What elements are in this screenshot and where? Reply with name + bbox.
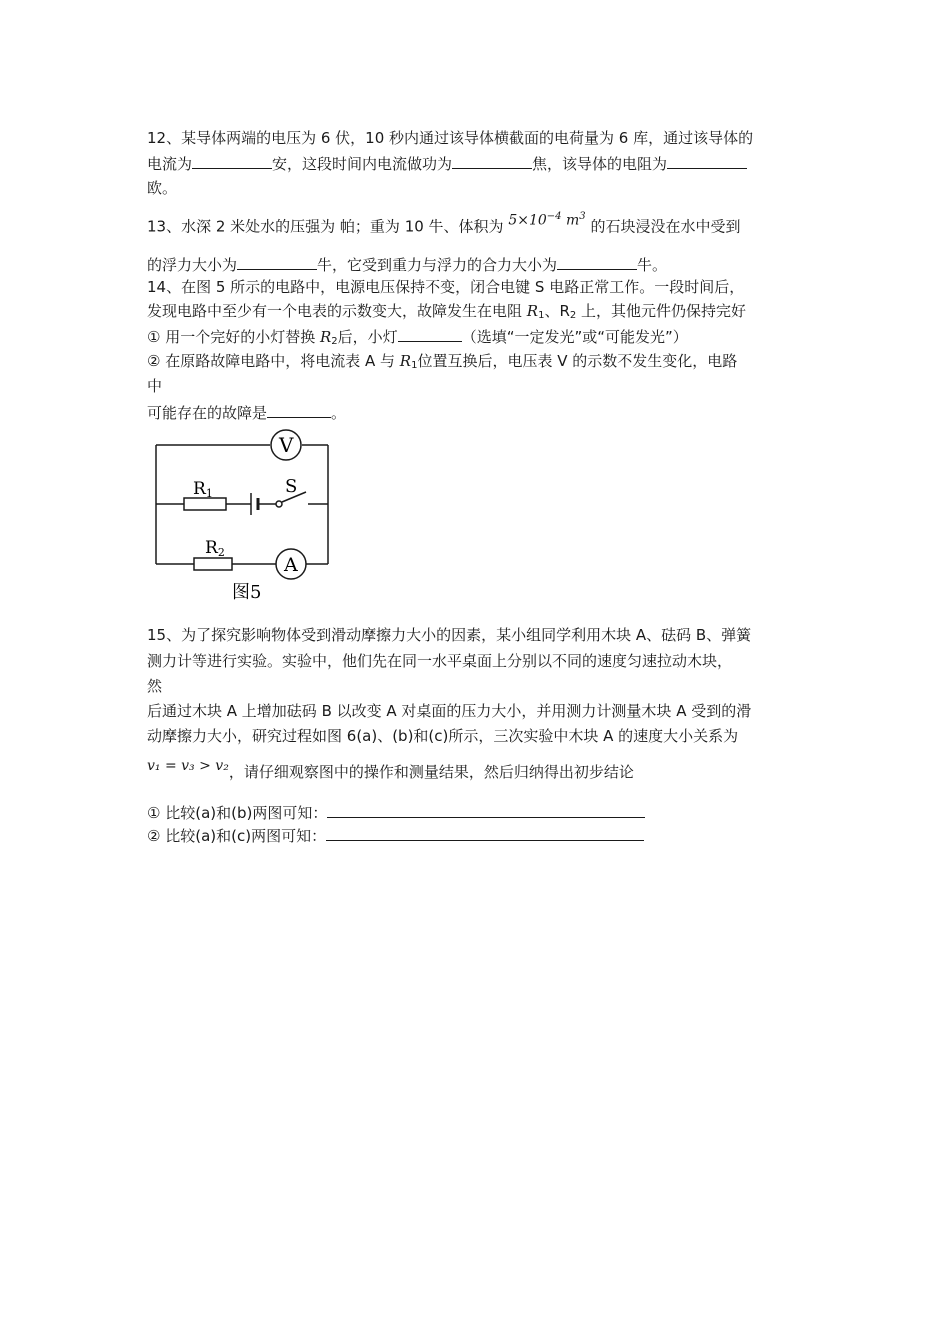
q14-line6 bbox=[147, 402, 346, 423]
q12-blank-resistance[interactable] bbox=[667, 153, 747, 169]
r2-subscript: 2 bbox=[217, 546, 225, 559]
q14-line2 bbox=[147, 301, 746, 326]
q15-blank-ac[interactable] bbox=[326, 825, 644, 841]
q15-item2 bbox=[147, 825, 644, 846]
figure5-circuit bbox=[148, 428, 338, 608]
q14-line4 bbox=[147, 351, 737, 376]
q15-line6 bbox=[147, 758, 634, 783]
switch-label: S bbox=[285, 476, 298, 497]
q14-sep: 、 bbox=[544, 302, 560, 320]
formula-exp: −4 bbox=[546, 211, 562, 222]
q15-line2: 测力计等进行实验。实验中，他们先在同一水平桌面上分别以不同的速度匀速拉动木块， bbox=[147, 652, 733, 670]
q12-blank-work[interactable] bbox=[452, 153, 532, 169]
q13-text-d: 牛，它受到重力与浮力的合力大小为 bbox=[317, 256, 558, 274]
q14-text-i: 。 bbox=[331, 404, 347, 422]
q12-text-a: 电流为 bbox=[147, 155, 193, 173]
q14-line5: 中 bbox=[147, 377, 163, 395]
q13-text-e: 牛。 bbox=[637, 256, 668, 274]
r1-label bbox=[193, 479, 213, 500]
q14-line4-r: R bbox=[399, 352, 412, 370]
q15-blank-ab[interactable] bbox=[327, 802, 645, 818]
q14-blank-lamp[interactable] bbox=[398, 326, 462, 342]
q14-line3 bbox=[147, 326, 688, 352]
formula-unit-exp: 3 bbox=[579, 211, 586, 222]
q12-line2 bbox=[147, 153, 747, 174]
q12-line1: 12、某导体两端的电压为 6 伏，10 秒内通过该导体横截面的电荷量为 6 库，通过该导体的 bbox=[147, 129, 754, 147]
q13-volume-formula bbox=[508, 207, 585, 231]
q14-r2-sub: 2 bbox=[569, 310, 577, 321]
switch-pivot bbox=[276, 501, 282, 507]
q13-blank-net-force[interactable] bbox=[557, 254, 637, 270]
q14-line4-r-sub: 1 bbox=[411, 360, 418, 371]
q13-blank-buoyancy[interactable] bbox=[237, 254, 317, 270]
q14-text-a: 发现电路中至少有一个电表的示数变大，故障发生在电阻 bbox=[147, 302, 527, 320]
q14-blank-fault[interactable] bbox=[267, 402, 331, 418]
r1-subscript: 1 bbox=[205, 487, 213, 500]
q14-line1: 14、在图 5 所示的电路中，电源电压保持不变，闭合电键 S 电路正常工作。一段时间后， bbox=[147, 278, 745, 296]
q14-line3-r: R bbox=[320, 328, 332, 346]
q12-line3: 欧。 bbox=[147, 179, 178, 197]
formula-base: 5×10 bbox=[508, 212, 547, 229]
voltmeter-label: V bbox=[279, 433, 294, 457]
q14-text-g: 位置互换后，电压表 V 的示数不发生变化，电路 bbox=[417, 352, 738, 370]
formula-unit: m bbox=[566, 212, 580, 229]
q13-line2 bbox=[147, 254, 667, 275]
q15-item1 bbox=[147, 802, 645, 823]
r2-label bbox=[205, 538, 225, 559]
q14-text-f: ② 在原路故障电路中，将电流表 A 与 bbox=[147, 352, 400, 370]
resistor-r2 bbox=[194, 558, 232, 570]
q15-line1: 15、为了探究影响物体受到滑动摩擦力大小的因素，某小组同学利用木块 A、砝码 B、弹簧 bbox=[147, 626, 752, 644]
figure5-caption: 图5 bbox=[232, 582, 262, 603]
q14-line3-r-sub: 2 bbox=[331, 336, 338, 347]
q15-item2-text: ② 比较(a)和(c)两图可知： bbox=[147, 827, 327, 845]
q12-blank-current[interactable] bbox=[192, 153, 272, 169]
q13-text-c: 的浮力大小为 bbox=[147, 256, 238, 274]
r1-letter: R bbox=[193, 479, 206, 499]
q14-text-b: 上，其他元件仍保持完好 bbox=[576, 302, 747, 320]
q13-text-a: 13、水深 2 米处水的压强为 帕；重为 10 牛、体积为 bbox=[147, 217, 504, 236]
q15-velocity-formula: v₁ = v₃ > v₂ bbox=[147, 758, 229, 774]
q14-text-h: 可能存在的故障是 bbox=[147, 404, 268, 422]
q15-item1-text: ① 比较(a)和(b)两图可知： bbox=[147, 804, 328, 822]
ammeter-label: A bbox=[284, 554, 298, 576]
q15-line3: 然 bbox=[147, 677, 163, 695]
q14-r1-sub: 1 bbox=[538, 310, 545, 321]
q14-text-e: （选填“一定发光”或“可能发光”） bbox=[461, 328, 688, 346]
q14-text-c: ① 用一个完好的小灯替换 bbox=[147, 328, 320, 346]
q12-text-b: 安，这段时间内电流做功为 bbox=[272, 155, 453, 173]
r2-letter: R bbox=[205, 538, 218, 558]
q12-text-c: 焦，该导体的电阻为 bbox=[532, 155, 668, 173]
q14-text-d: 后，小灯 bbox=[337, 328, 398, 346]
q15-line5: 动摩擦力大小，研究过程如图 6(a)、(b)和(c)所示，三次实验中木块 A 的速度大小关系为 bbox=[147, 727, 739, 745]
q14-r2: R bbox=[559, 302, 570, 320]
q14-r1: R bbox=[526, 302, 539, 320]
q13-line1 bbox=[147, 211, 741, 238]
q15-line4: 后通过木块 A 上增加砝码 B 以改变 A 对桌面的压力大小，并用测力计测量木块 A 受到的滑 bbox=[147, 702, 752, 720]
q15-text-b: ，请仔细观察图中的操作和测量结果，然后归纳得出初步结论 bbox=[228, 763, 634, 781]
q13-text-b: 的石块浸没在水中受到 bbox=[590, 217, 741, 236]
